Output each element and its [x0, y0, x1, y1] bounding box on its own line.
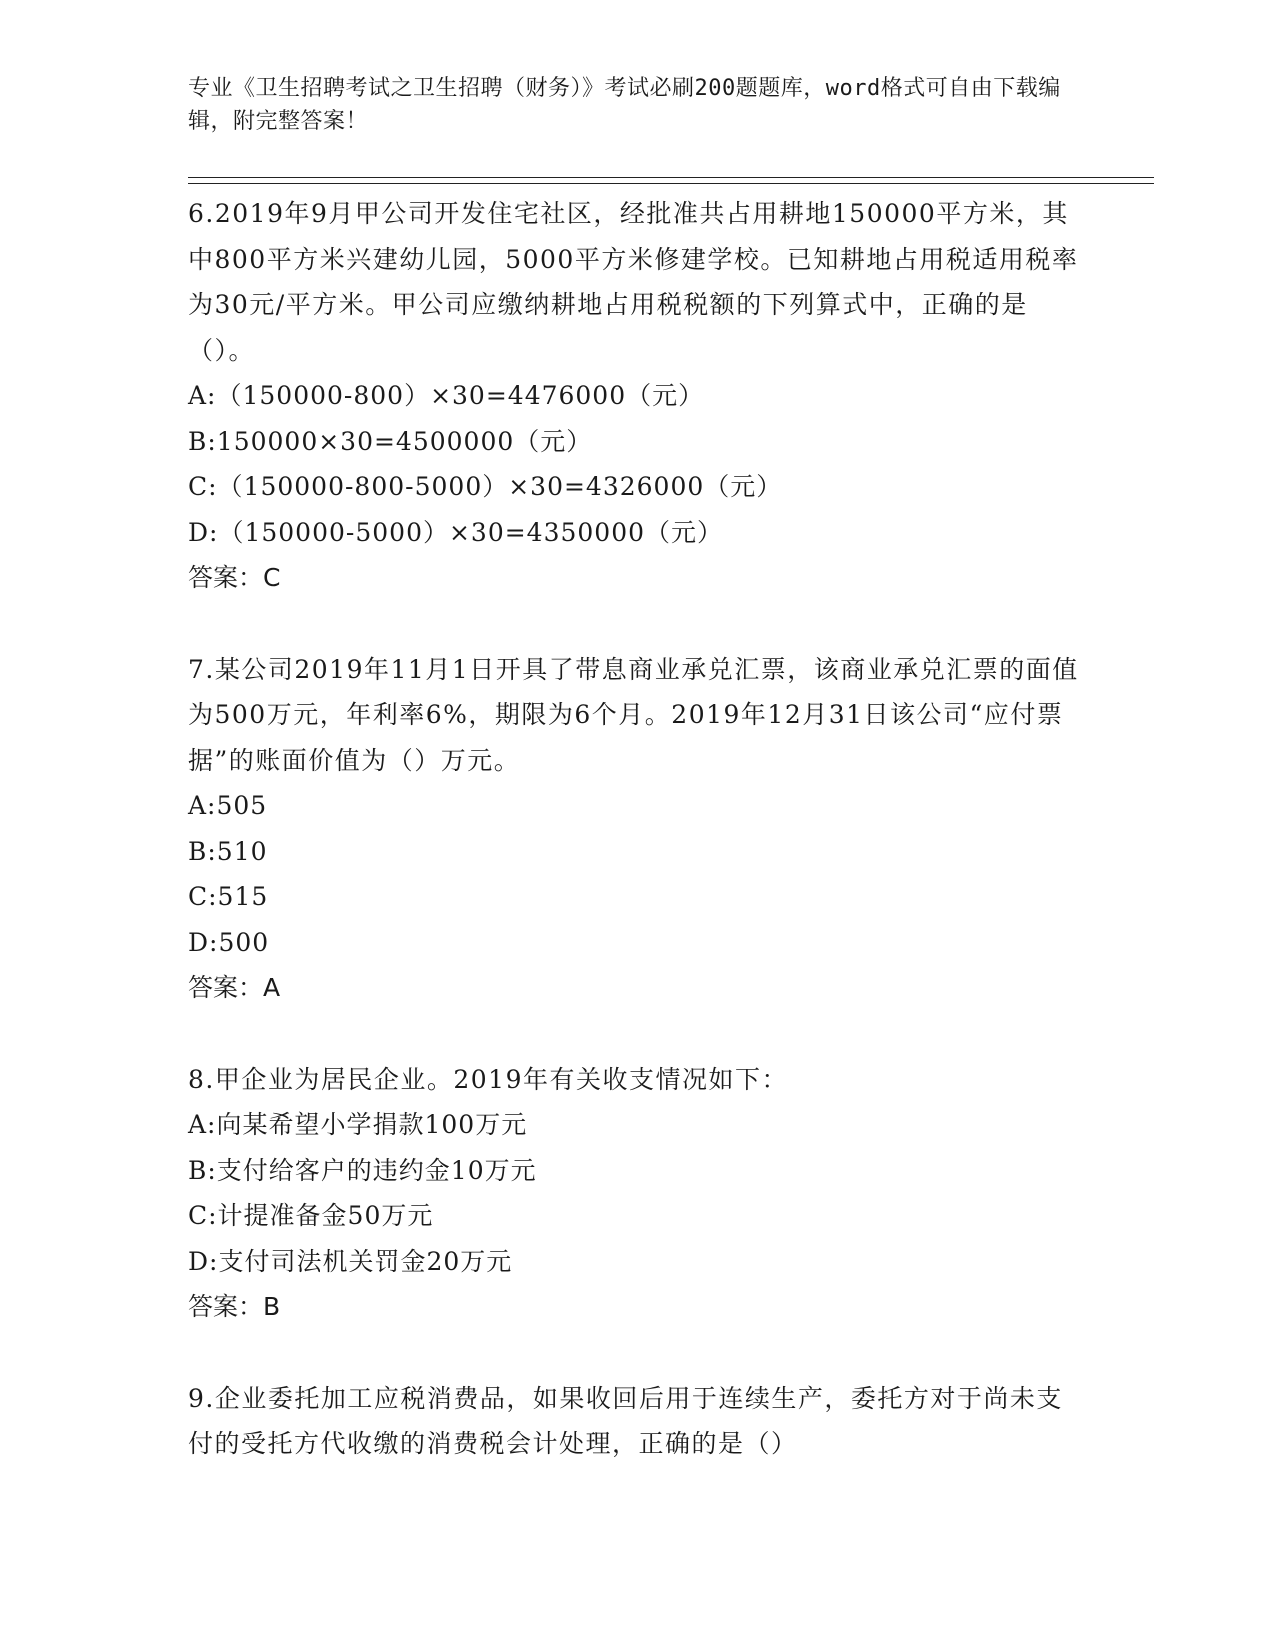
option-d: D:（150000-5000）×30=4350000（元） — [188, 517, 724, 547]
option-b: B:150000×30=4500000（元） — [188, 426, 593, 456]
header-divider-top — [188, 177, 1154, 178]
question-7 — [188, 647, 1088, 1011]
option-a: A:向某希望小学捐款100万元 — [188, 1110, 528, 1139]
option-a: A:（150000-800）×30=4476000（元） — [188, 381, 705, 410]
header-divider-bottom — [188, 183, 1154, 184]
question-8 — [188, 1057, 1088, 1330]
question-stem: 9.企业委托加工应税消费品，如果收回后用于连续生产，委托方对于尚未支付的受托方代收缴的消费税会计处理，正确的是（） — [188, 1383, 1063, 1458]
option-a: A:505 — [188, 791, 268, 820]
answer-line: 答案：B — [188, 1292, 281, 1321]
question-6 — [188, 191, 1088, 601]
option-c: C:计提准备金50万元 — [188, 1201, 434, 1230]
page-header: 专业《卫生招聘考试之卫生招聘（财务）》考试必刷200题题库，word格式可自由下载编辑，附完整答案！ — [188, 76, 1061, 134]
option-b: B:510 — [188, 836, 268, 866]
question-stem: 7.某公司2019年11月1日开具了带息商业承兑汇票，该商业承兑汇票的面值为500万元，年利率6%，期限为6个月。2019年12月31日该公司“应付票据”的账面价值为（）万元。 — [188, 654, 1079, 775]
answer-line: 答案：A — [188, 973, 281, 1002]
option-d: D:500 — [188, 927, 270, 957]
question-9 — [188, 1376, 1088, 1467]
question-list — [188, 191, 1088, 1513]
answer-line: 答案：C — [188, 563, 281, 592]
option-b: B:支付给客户的违约金10万元 — [188, 1155, 537, 1185]
option-d: D:支付司法机关罚金20万元 — [188, 1246, 513, 1276]
option-c: C:（150000-800-5000）×30=4326000（元） — [188, 472, 783, 501]
question-stem: 6.2019年9月甲公司开发住宅社区，经批准共占用耕地150000平方米，其中800平方米兴建幼儿园，5000平方米修建学校。已知耕地占用税适用税率为30元/平方米。甲公司应缴纳耕地占用税税额的下列算式中，正确的是（）。 — [188, 199, 1079, 365]
question-stem: 8.甲企业为居民企业。2019年有关收支情况如下： — [188, 1064, 788, 1094]
option-c: C:515 — [188, 882, 269, 911]
